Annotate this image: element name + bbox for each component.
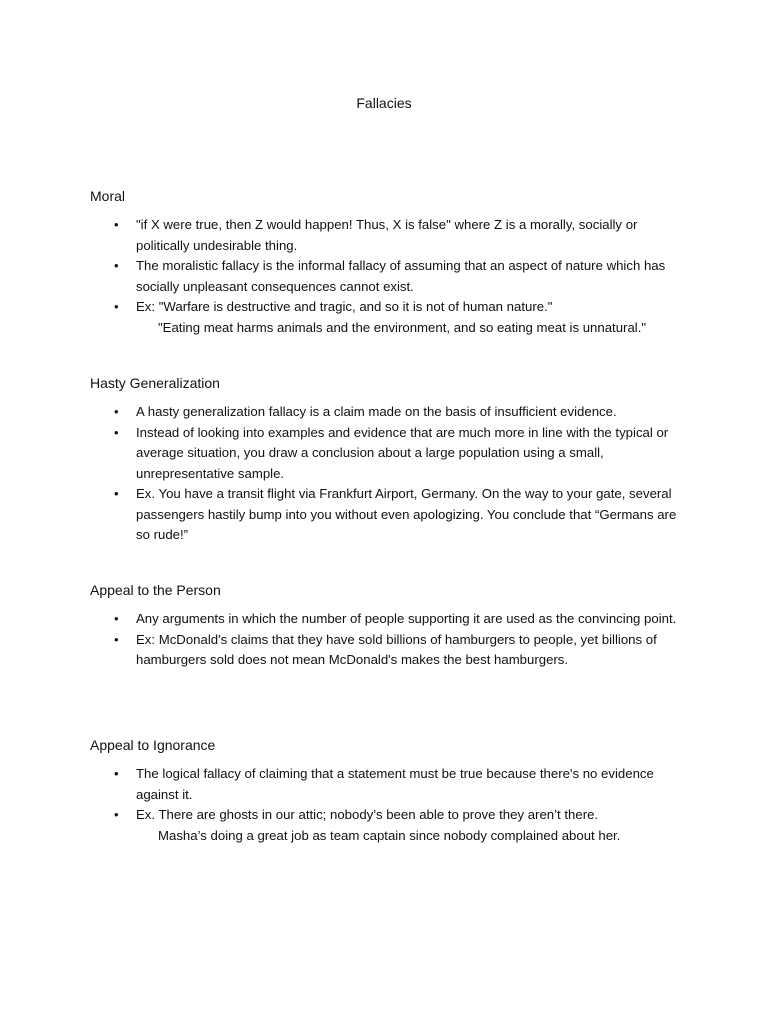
section-hasty-generalization [90, 374, 690, 546]
list-item [90, 630, 690, 671]
list-item-text: Ex. You have a transit flight via Frankfurt Airport, Germany. On the way to your gate, several passengers hastily bump into you without even apologizing. You conclude that “Germans are so rude!” [136, 486, 677, 542]
bullet-icon: • [114, 766, 119, 781]
section-heading: Appeal to Ignorance [90, 737, 216, 753]
list-item-continuation: "Eating meat harms animals and the environment, and so eating meat is unnatural." [158, 319, 647, 335]
list-item-continuation: Masha’s doing a great job as team captain since nobody complained about her. [158, 827, 621, 843]
bullet-icon: • [114, 404, 119, 419]
section-appeal-to-the-person [90, 581, 690, 671]
list-item-text: Ex: "Warfare is destructive and tragic, and so it is not of human nature." [136, 299, 553, 314]
bullet-icon: • [114, 217, 119, 232]
list-item [90, 402, 690, 423]
section-appeal-to-ignorance [90, 736, 690, 846]
bullet-list [90, 215, 690, 338]
list-item-text: The moralistic fallacy is the informal fallacy of assuming that an aspect of nature which has socially unpleasant consequences cannot exist. [136, 258, 666, 294]
section-heading: Appeal to the Person [90, 582, 221, 598]
list-item-text: A hasty generalization fallacy is a claim made on the basis of insufficient evidence. [136, 404, 617, 419]
list-item-text: Any arguments in which the number of people supporting it are used as the convincing point. [136, 611, 677, 626]
section-moral [90, 187, 690, 338]
section-heading: Moral [90, 188, 126, 204]
list-item [90, 805, 690, 846]
bullet-icon: • [114, 258, 119, 273]
bullet-icon: • [114, 807, 119, 822]
bullet-icon: • [114, 631, 119, 647]
bullet-icon: • [114, 611, 119, 626]
list-item [90, 215, 690, 256]
list-item-text: The logical fallacy of claiming that a statement must be true because there's no evidence against it. [136, 766, 654, 802]
list-item [90, 764, 690, 805]
page-title: Fallacies [356, 95, 412, 111]
bullet-list [90, 764, 690, 846]
list-item [90, 609, 690, 630]
bullet-list [90, 609, 690, 671]
list-item [90, 484, 690, 546]
list-item-text: "if X were true, then Z would happen! Thus, X is false" where Z is a morally, socially or politically undesirable thing. [136, 217, 638, 253]
list-item-text: Ex: McDonald's claims that they have sold billions of hamburgers to people, yet billions of hamburgers sold does not mean McDonald's makes the best hamburgers. [136, 631, 657, 667]
list-item [90, 297, 690, 338]
bullet-icon: • [114, 424, 119, 440]
list-item-text: Instead of looking into examples and evidence that are much more in line with the typical or average situation, you draw a conclusion about a large population using a small, unrepresentative sample. [136, 424, 669, 481]
list-item [90, 423, 690, 485]
list-item [90, 256, 690, 297]
bullet-list [90, 402, 690, 546]
list-item-text: Ex. There are ghosts in our attic; nobody’s been able to prove they aren’t there. [136, 807, 599, 822]
bullet-icon: • [114, 486, 119, 501]
section-heading: Hasty Generalization [90, 375, 220, 391]
bullet-icon: • [114, 299, 119, 314]
